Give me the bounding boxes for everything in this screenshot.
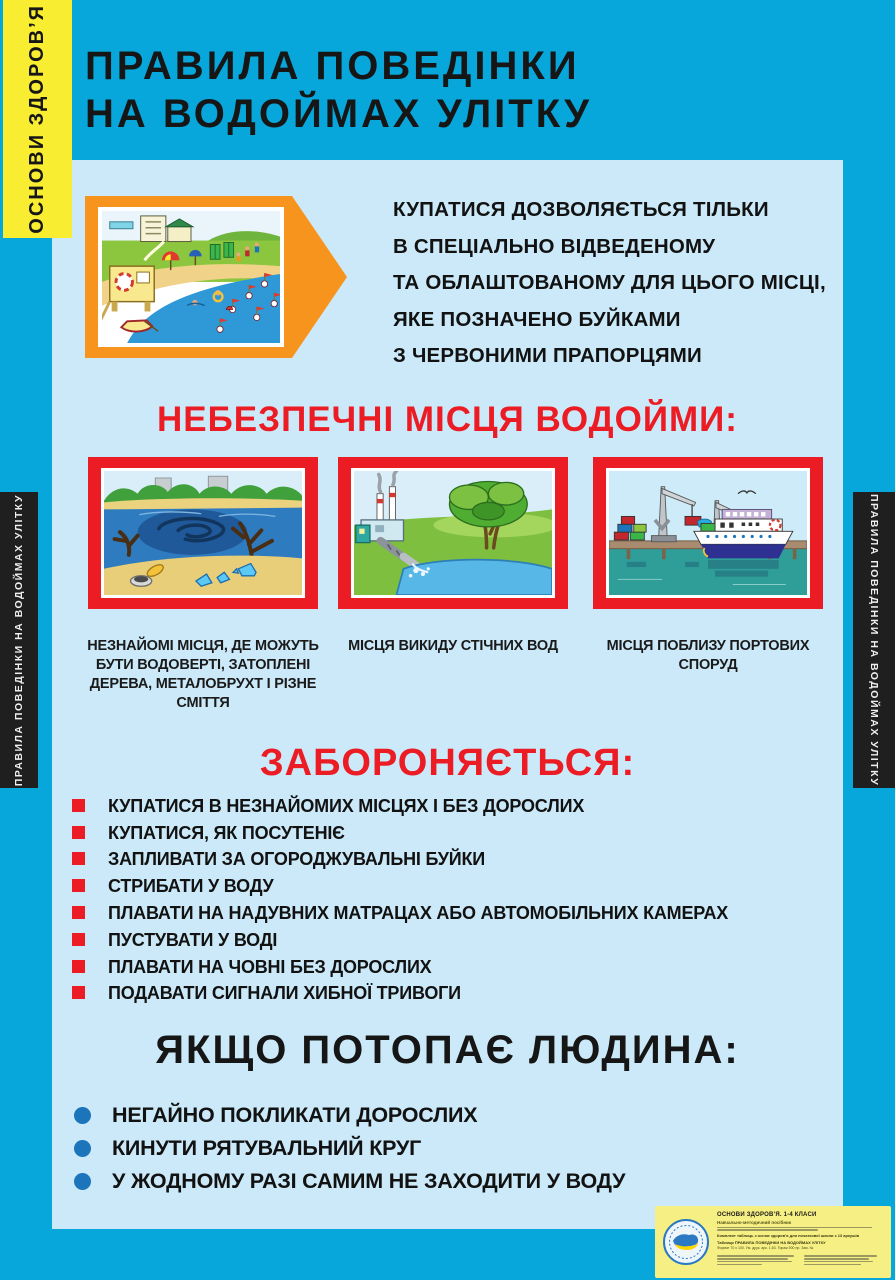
- publisher-info-box: [655, 1206, 891, 1278]
- poster-title-line2: НА ВОДОЙМАХ УЛІТКУ: [85, 92, 592, 136]
- drowning-item-text: НЕГАЙНО ПОКЛИКАТИ ДОРОСЛИХ: [112, 1103, 478, 1127]
- prohibited-item: [72, 930, 812, 952]
- left-edge-strip-label: ПРАВИЛА ПОВЕДІНКИ НА ВОДОЙМАХ УЛІТКУ: [13, 493, 25, 787]
- red-square-bullet-icon: [72, 906, 85, 919]
- prohibited-item: [72, 849, 812, 871]
- right-edge-strip: [853, 492, 895, 788]
- red-square-bullet-icon: [72, 852, 85, 865]
- subject-tab: [3, 0, 72, 238]
- poster-title-line1: ПРАВИЛА ПОВЕДІНКИ: [85, 44, 580, 88]
- port-scene-icon: [609, 471, 807, 595]
- sewage-illustration: [351, 468, 555, 598]
- prohibited-item: [72, 903, 812, 925]
- fine-print-columns: [717, 1254, 885, 1266]
- red-square-bullet-icon: [72, 960, 85, 973]
- intro-line: В СПЕЦІАЛЬНО ВІДВЕДЕНОМУ: [393, 234, 716, 258]
- publisher-logo-icon: [663, 1219, 709, 1265]
- prohibited-item: [72, 876, 812, 898]
- prohibited-item: [72, 823, 812, 845]
- publisher-format-line: Формат 70 х 100. Ум. друк. арк. 1,63. Тираж 500 пр. Зам. №: [717, 1246, 814, 1251]
- prohibited-item-text: ПОДАВАТИ СИГНАЛИ ХИБНОЇ ТРИВОГИ: [108, 983, 461, 1003]
- prohibited-item-text: КУПАТИСЯ, ЯК ПОСУТЕНІЄ: [108, 823, 345, 843]
- publisher-table-line: Таблиця ПРАВИЛА ПОВЕДІНКИ НА ВОДОЙМАХ УЛІТКУ: [717, 1239, 826, 1245]
- beach-scene-icon: [102, 211, 280, 343]
- dangerous-card-port: [593, 457, 823, 609]
- prohibited-item-text: КУПАТИСЯ В НЕЗНАЙОМИХ МІСЦЯХ І БЕЗ ДОРОСЛИХ: [108, 796, 585, 816]
- sewage-scene-icon: [354, 471, 552, 595]
- beach-illustration: [98, 207, 284, 347]
- prohibited-item: [72, 983, 812, 1005]
- prohibited-heading: ЗАБОРОНЯЄТЬСЯ:: [259, 742, 636, 784]
- prohibited-item-text: ЗАПЛИВАТИ ЗА ОГОРОДЖУВАЛЬНІ БУЙКИ: [108, 849, 486, 869]
- caption-sewage: МІСЦЯ ВИКИДУ СТІЧНИХ ВОД: [348, 638, 558, 654]
- blue-dot-bullet-icon: [74, 1107, 91, 1124]
- publisher-subtitle: Навчально-методичний посібник: [717, 1219, 792, 1225]
- prohibited-item-text: ПУСТУВАТИ У ВОДІ: [108, 930, 278, 950]
- caption-unknown-places: НЕЗНАЙОМІ МІСЦЯ, ДЕ МОЖУТЬ БУТИ ВОДОВЕРТІ, ЗАТОПЛЕНІ ДЕРЕВА, МЕТАЛОБРУХТ І РІЗНЕ СМІТТЯ: [87, 638, 319, 711]
- subject-tab-label: ОСНОВИ ЗДОРОВ’Я: [26, 4, 48, 234]
- red-square-bullet-icon: [72, 879, 85, 892]
- whirlpool-scene-icon: [104, 471, 302, 595]
- intro-line: З ЧЕРВОНИМИ ПРАПОРЦЯМИ: [393, 344, 702, 367]
- intro-line: ТА ОБЛАШТОВАНОМУ ДЛЯ ЦЬОГО МІСЦІ,: [393, 271, 826, 294]
- caption-port: МІСЦЯ ПОБЛИЗУ ПОРТОВИХ СПОРУД: [606, 638, 810, 673]
- whirlpool-illustration: [101, 468, 305, 598]
- blue-dot-bullet-icon: [74, 1173, 91, 1190]
- publisher-title: ОСНОВИ ЗДОРОВ’Я. 1-4 КЛАСИ: [717, 1212, 817, 1218]
- dangerous-card-unknown-places: [88, 457, 318, 609]
- left-edge-strip: [0, 492, 38, 788]
- dangerous-places-heading: НЕБЕЗПЕЧНІ МІСЦЯ ВОДОЙМИ:: [157, 400, 738, 439]
- dangerous-card-sewage: [338, 457, 568, 609]
- drowning-item-text: У ЖОДНОМУ РАЗІ САМИМ НЕ ЗАХОДИТИ У ВОДУ: [112, 1169, 626, 1193]
- intro-line: КУПАТИСЯ ДОЗВОЛЯЄТЬСЯ ТІЛЬКИ: [393, 198, 769, 221]
- orange-arrow-frame: [85, 196, 347, 358]
- prohibited-item: [72, 796, 812, 818]
- fine-print-lines: [717, 1227, 885, 1231]
- drowning-item: [74, 1103, 814, 1129]
- drowning-item-text: КИНУТИ РЯТУВАЛЬНИЙ КРУГ: [112, 1136, 422, 1160]
- red-square-bullet-icon: [72, 826, 85, 839]
- blue-dot-bullet-icon: [74, 1140, 91, 1157]
- red-square-bullet-icon: [72, 799, 85, 812]
- intro-rule-text: [393, 192, 843, 375]
- publisher-set-line: Комплект таблиць з основ здоров’я для початкової школи з 13 аркушів: [717, 1232, 860, 1238]
- poster-title: [85, 42, 592, 138]
- drowning-item: [74, 1169, 814, 1195]
- intro-line: ЯКЕ ПОЗНАЧЕНО БУЙКАМИ: [393, 307, 681, 331]
- prohibited-item: [72, 957, 812, 979]
- prohibited-item-text: ПЛАВАТИ НА ЧОВНІ БЕЗ ДОРОСЛИХ: [108, 957, 432, 977]
- right-edge-strip-label: ПРАВИЛА ПОВЕДІНКИ НА ВОДОЙМАХ УЛІТКУ: [868, 493, 880, 787]
- red-square-bullet-icon: [72, 986, 85, 999]
- publisher-text-block: [717, 1212, 885, 1265]
- prohibited-item-text: СТРИБАТИ У ВОДУ: [108, 876, 274, 896]
- drowning-item: [74, 1136, 814, 1162]
- prohibited-item-text: ПЛАВАТИ НА НАДУВНИХ МАТРАЦАХ АБО АВТОМОБІЛЬНИХ КАМЕРАХ: [108, 903, 729, 923]
- red-square-bullet-icon: [72, 933, 85, 946]
- drowning-heading: ЯКЩО ПОТОПАЄ ЛЮДИНА:: [155, 1028, 740, 1072]
- port-illustration: [606, 468, 810, 598]
